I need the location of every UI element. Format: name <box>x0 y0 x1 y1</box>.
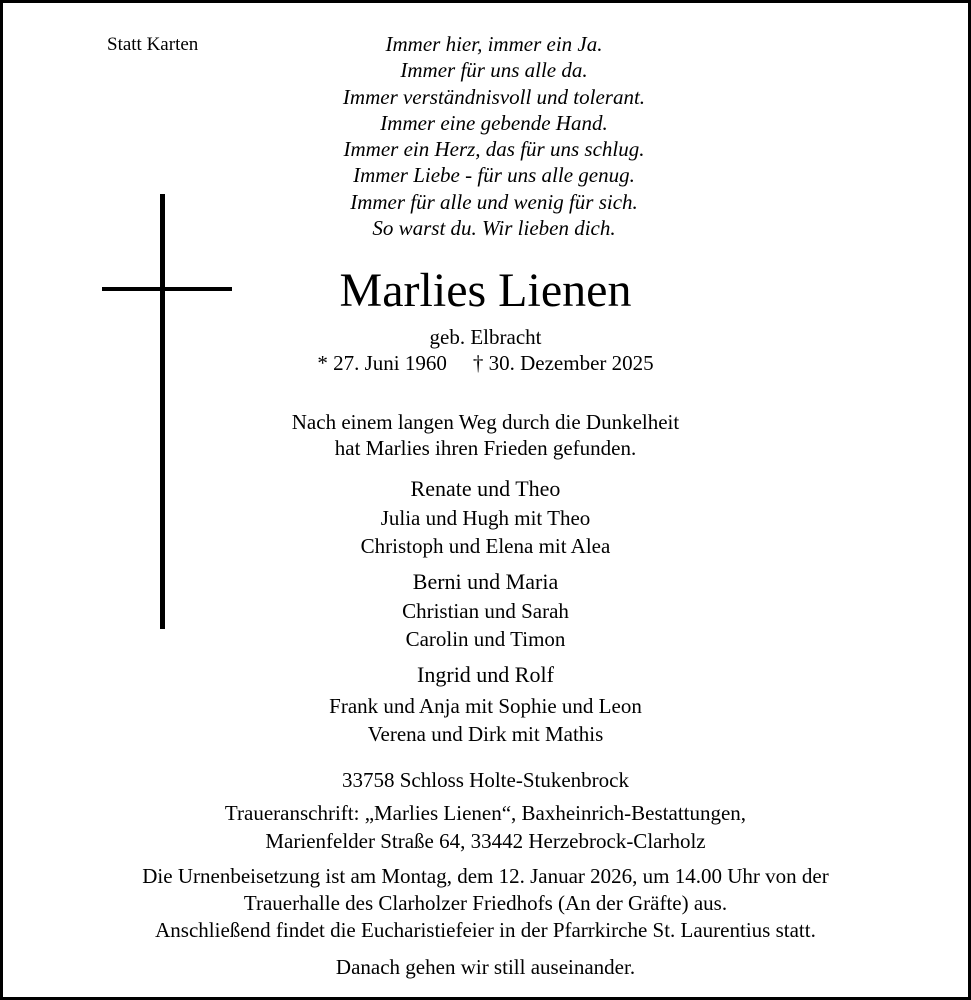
closing-line: Danach gehen wir still auseinander. <box>335 955 636 979</box>
family-head: Renate und Theo <box>410 476 561 501</box>
mourning-address-line: Traueranschrift: „Marlies Lienen“, Baxheinrich-Bestattungen, <box>224 801 747 825</box>
ceremony-line: Die Urnenbeisetzung ist am Montag, dem 12. Januar 2026, um 14.00 Uhr von der <box>142 864 829 888</box>
poem <box>244 31 744 241</box>
deceased-name: Marlies Lienen <box>339 264 632 317</box>
birth-date: * 27. Juni 1960 <box>317 351 447 375</box>
statt-karten-label: Statt Karten <box>107 34 199 55</box>
poem-line: Immer eine gebende Hand. <box>380 110 608 135</box>
born-name: geb. Elbracht <box>429 325 542 349</box>
message-line: hat Marlies ihren Frieden gefunden. <box>334 436 637 460</box>
poem-line: Immer Liebe - für uns alle genug. <box>353 163 635 188</box>
family-member: Christian und Sarah <box>402 599 569 623</box>
family-head: Ingrid und Rolf <box>417 662 554 687</box>
death-date: † 30. Dezember 2025 <box>472 351 654 375</box>
poem-line: Immer für alle und wenig für sich. <box>350 189 638 214</box>
poem-line: Immer ein Herz, das für uns schlug. <box>343 137 645 162</box>
poem-line: Immer hier, immer ein Ja. <box>385 32 603 56</box>
family-member: Verena und Dirk mit Mathis <box>367 722 604 746</box>
family-member: Carolin und Timon <box>405 627 566 651</box>
poem-line: Immer verständnisvoll und tolerant. <box>342 84 646 109</box>
town-line: 33758 Schloss Holte-Stukenbrock <box>342 768 629 792</box>
ceremony-line: Trauerhalle des Clarholzer Friedhofs (An der Gräfte) aus. <box>243 891 728 915</box>
family-member: Christoph und Elena mit Alea <box>360 534 611 558</box>
message-line: Nach einem langen Weg durch die Dunkelheit <box>291 410 680 434</box>
family-head: Berni und Maria <box>412 569 559 594</box>
mourning-address-line: Marienfelder Straße 64, 33442 Herzebrock-Clarholz <box>265 829 706 853</box>
life-dates <box>3 351 968 376</box>
poem-line: Immer für uns alle da. <box>400 58 588 83</box>
family-member: Frank und Anja mit Sophie und Leon <box>329 694 642 718</box>
ceremony-line: Anschließend findet die Eucharistiefeier in der Pfarrkirche St. Laurentius statt. <box>155 918 816 942</box>
family-member: Julia und Hugh mit Theo <box>380 506 591 530</box>
poem-line: So warst du. Wir lieben dich. <box>372 216 616 241</box>
